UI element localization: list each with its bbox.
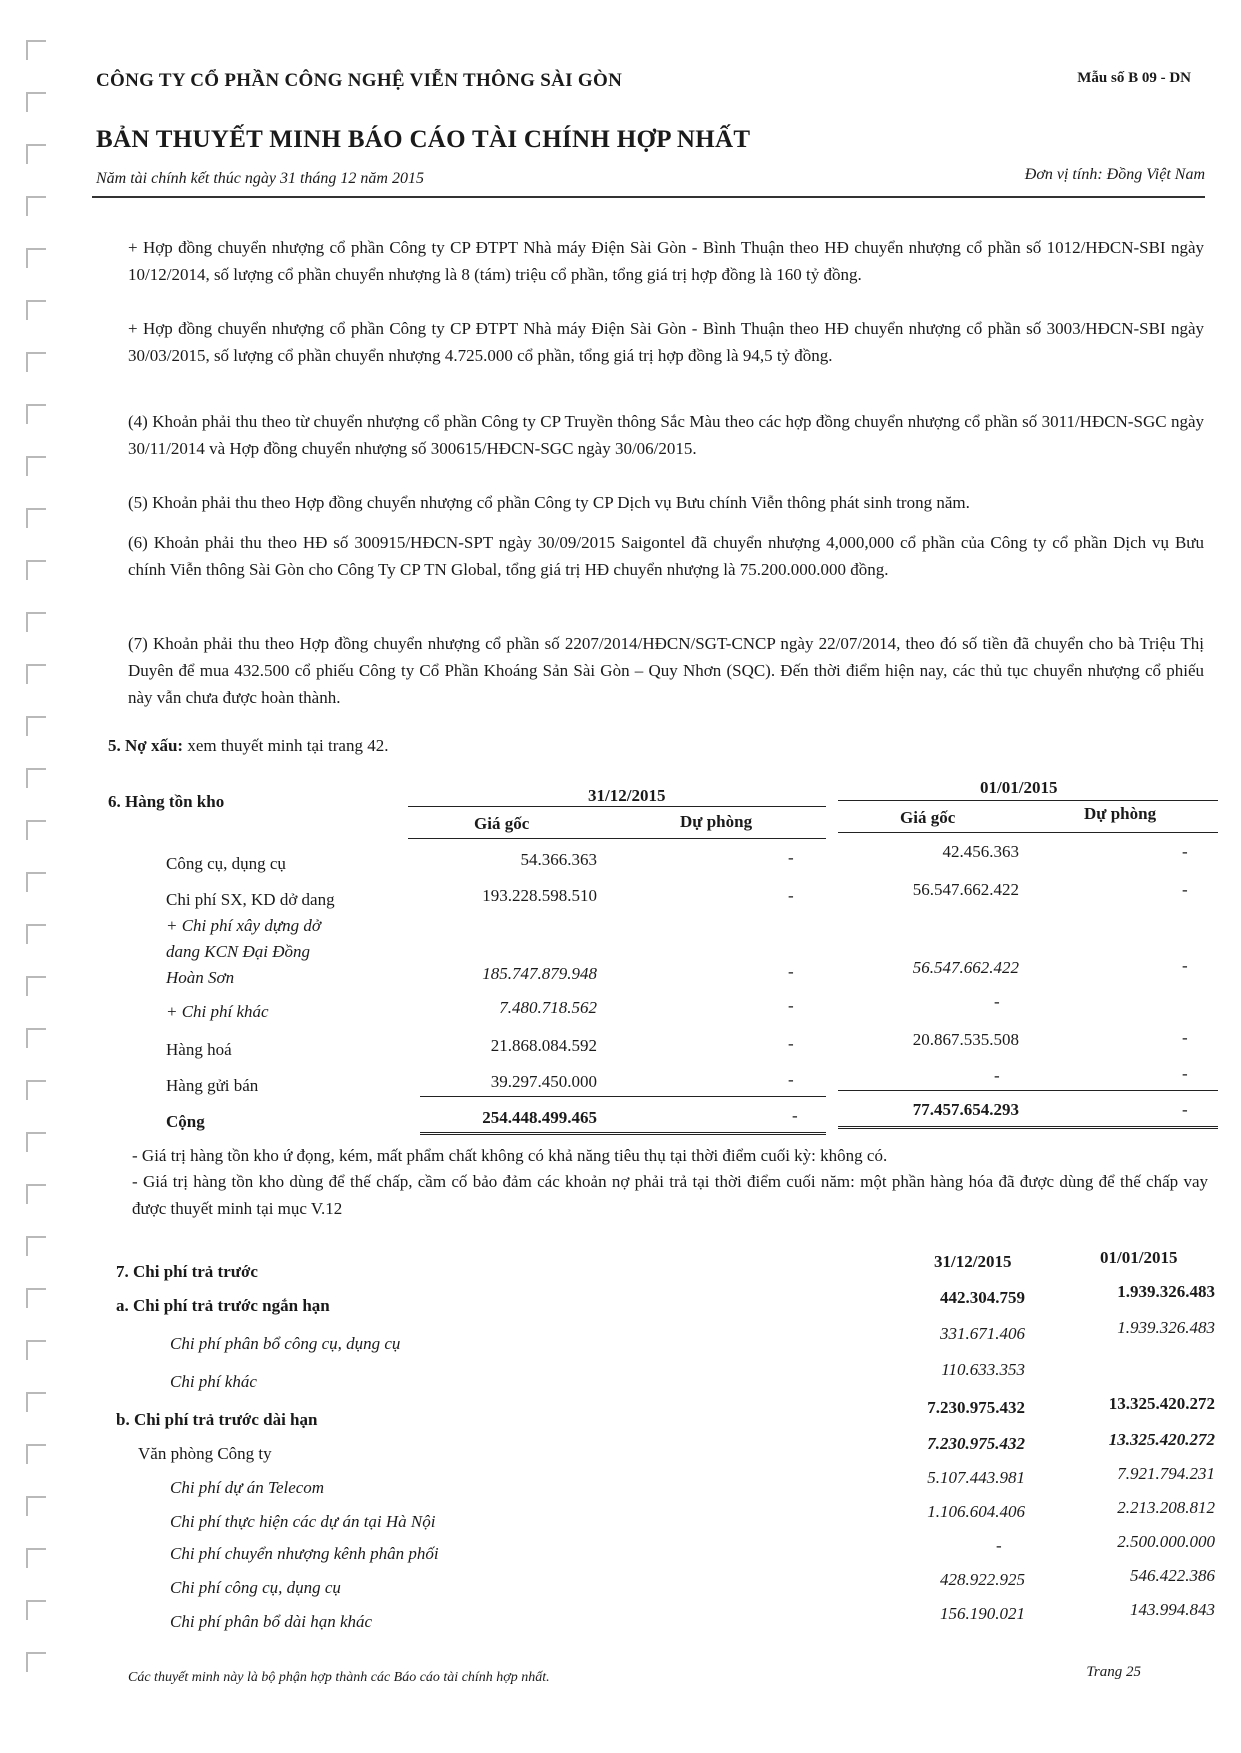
period-1-rule bbox=[408, 806, 826, 807]
section-5-label: 5. Nợ xấu: bbox=[108, 736, 184, 755]
header-cost-2: Giá gốc bbox=[900, 808, 956, 827]
prepaid-row-name: Chi phí chuyển nhượng kênh phân phối bbox=[170, 1544, 439, 1563]
paragraph-note-4: (4) Khoản phải thu theo từ chuyển nhượng cổ phần Công ty CP Truyền thông Sắc Màu theo các hợp đồng chuyển nhượng cổ phần số 3011/HĐCN-SGC ngày 30/11/2014 và Hợp đồng chuyển nhượng số 300615/HĐCN-SGC ngày 30/06/2015. bbox=[128, 412, 1204, 458]
inventory-total-provision-2: - bbox=[1182, 1100, 1188, 1119]
header-provision-2: Dự phòng bbox=[1084, 804, 1157, 823]
prepaid-value-1: 331.671.406 bbox=[940, 1324, 1025, 1343]
prepaid-value-1: 110.633.353 bbox=[941, 1360, 1025, 1379]
binder-holes bbox=[26, 30, 56, 1730]
inventory-provision-1: - bbox=[788, 1070, 794, 1089]
prepaid-value-1: 1.106.604.406 bbox=[927, 1502, 1025, 1521]
inventory-provision-1: - bbox=[788, 1034, 794, 1053]
inventory-row-name: + Chi phí xây dựng dở bbox=[166, 916, 321, 935]
prepaid-row-name: Chi phí khác bbox=[170, 1372, 257, 1391]
inventory-provision-2: - bbox=[1182, 1064, 1188, 1083]
inventory-row-name: Công cụ, dụng cụ bbox=[166, 854, 286, 873]
inventory-cost-2: 20.867.535.508 bbox=[912, 1030, 1019, 1049]
prepaid-row-name: b. Chi phí trả trước dài hạn bbox=[116, 1410, 318, 1429]
prepaid-title: 7. Chi phí trả trước bbox=[116, 1262, 258, 1281]
prepaid-value-2: 143.994.843 bbox=[1130, 1600, 1215, 1619]
prepaid-row-name: Chi phí phân bổ công cụ, dụng cụ bbox=[170, 1334, 401, 1353]
header-divider bbox=[92, 196, 1205, 198]
section-5-text: xem thuyết minh tại trang 42. bbox=[187, 736, 389, 755]
inventory-row-name: dang KCN Đại Đồng bbox=[166, 942, 311, 961]
header-cost-1: Giá gốc bbox=[474, 814, 530, 833]
total-rule-bottom-2 bbox=[838, 1126, 1218, 1129]
prepaid-value-1: 442.304.759 bbox=[940, 1288, 1025, 1307]
prepaid-value-1: 156.190.021 bbox=[940, 1604, 1025, 1623]
inventory-provision-1: - bbox=[788, 996, 794, 1015]
paragraph-contract-1: + Hợp đồng chuyển nhượng cổ phần Công ty CP ĐTPT Nhà máy Điện Sài Gòn - Bình Thuận theo HĐ chuyển nhượng cổ phần số 1012/HĐCN-SBI ngày 10/12/2014, số lượng cổ phần chuyển nhượng là 8 (tám) triệu cổ phần, tổng giá trị hợp đồng là 160 tỷ đồng. bbox=[128, 238, 1204, 284]
inventory-cost-2: 56.547.662.422 bbox=[912, 958, 1019, 977]
prepaid-period-1: 31/12/2015 bbox=[934, 1252, 1012, 1271]
inventory-total-cost-2: 77.457.654.293 bbox=[912, 1100, 1019, 1119]
period-2-rule bbox=[838, 800, 1218, 801]
inventory-cost-1: 21.868.084.592 bbox=[490, 1036, 597, 1055]
inventory-row-name: Chi phí SX, KD dở dang bbox=[166, 890, 335, 909]
total-rule-top-2 bbox=[838, 1090, 1218, 1091]
prepaid-row-name: Chi phí dự án Telecom bbox=[170, 1478, 325, 1497]
currency-unit: Đơn vị tính: Đồng Việt Nam bbox=[1024, 166, 1205, 183]
inventory-row-name: Hoàn Sơn bbox=[166, 968, 235, 987]
inventory-row-name: Hàng hoá bbox=[166, 1040, 232, 1059]
prepaid-row-name: Chi phí phân bổ dài hạn khác bbox=[170, 1612, 373, 1631]
company-name: CÔNG TY CỔ PHẦN CÔNG NGHỆ VIỄN THÔNG SÀI GÒN bbox=[96, 70, 623, 91]
prepaid-value-1: 5.107.443.981 bbox=[927, 1468, 1025, 1487]
form-code: Mẫu số B 09 - DN bbox=[1077, 70, 1191, 86]
prepaid-row-name: Chi phí công cụ, dụng cụ bbox=[170, 1578, 341, 1597]
document-title: BẢN THUYẾT MINH BÁO CÁO TÀI CHÍNH HỢP NHẤT bbox=[96, 126, 751, 153]
prepaid-value-1: 7.230.975.432 bbox=[927, 1434, 1025, 1453]
inventory-period-1: 31/12/2015 bbox=[588, 786, 666, 805]
inventory-cost-2: - bbox=[994, 1066, 1000, 1085]
inventory-provision-1: - bbox=[788, 848, 794, 867]
prepaid-value-2: 13.325.420.272 bbox=[1108, 1394, 1215, 1413]
page-number: Trang 25 bbox=[1086, 1664, 1141, 1680]
prepaid-row-name: Văn phòng Công ty bbox=[138, 1444, 272, 1463]
prepaid-value-2: 13.325.420.272 bbox=[1108, 1430, 1215, 1449]
inventory-cost-1: 7.480.718.562 bbox=[499, 998, 597, 1017]
total-rule-top-1 bbox=[420, 1096, 826, 1097]
inventory-provision-2: - bbox=[1182, 842, 1188, 861]
inventory-note-1: - Giá trị hàng tồn kho ứ đọng, kém, mất phẩm chất không có khả năng tiêu thụ tại thời điểm cuối kỳ: không có. bbox=[132, 1146, 888, 1165]
inventory-period-2: 01/01/2015 bbox=[980, 778, 1058, 797]
paragraph-note-7: (7) Khoản phải thu theo Hợp đồng chuyển nhượng cổ phần số 2207/2014/HĐCN/SGT-CNCP ngày 22/07/2014, theo đó số tiền đã chuyển cho bà Triệu Thị Duyên để mua 432.500 cổ phiếu Công ty Cổ Phần Khoáng Sản Sài Gòn – Quy Nhơn (SQC). Đến thời điểm hiện nay, các thủ tục chuyển nhượng cổ phiếu này vẫn chưa được hoàn thành. bbox=[128, 634, 1204, 707]
paragraph-contract-2: + Hợp đồng chuyển nhượng cổ phần Công ty CP ĐTPT Nhà máy Điện Sài Gòn - Bình Thuận theo HĐ chuyển nhượng cổ phần số 3003/HĐCN-SBI ngày 30/03/2015, số lượng cổ phần chuyển nhượng 4.725.000 cổ phần, tổng giá trị hợp đồng là 94,5 tỷ đồng. bbox=[128, 319, 1204, 365]
inventory-cost-2: 56.547.662.422 bbox=[912, 880, 1019, 899]
inventory-title: 6. Hàng tồn kho bbox=[108, 792, 225, 811]
inventory-cost-1: 54.366.363 bbox=[520, 850, 597, 869]
inventory-provision-2: - bbox=[1182, 880, 1188, 899]
inventory-total-provision-1: - bbox=[792, 1106, 798, 1125]
footer-note: Các thuyết minh này là bộ phận hợp thành các Báo cáo tài chính hợp nhất. bbox=[128, 1670, 550, 1685]
prepaid-value-1: 428.922.925 bbox=[940, 1570, 1025, 1589]
inventory-provision-2: - bbox=[1182, 1028, 1188, 1047]
prepaid-value-2: 1.939.326.483 bbox=[1117, 1318, 1215, 1337]
paragraph-note-6: (6) Khoản phải thu theo HĐ số 300915/HĐCN-SPT ngày 30/09/2015 Saigontel đã chuyển nhượng 4,000,000 cổ phần của Công ty cổ phần Dịch vụ Bưu chính Viễn thông Sài Gòn cho Công Ty CP TN Global, tổng giá trị HĐ chuyển nhượng là 75.200.000.000 đồng. bbox=[128, 533, 1204, 579]
prepaid-period-2: 01/01/2015 bbox=[1100, 1248, 1178, 1267]
paragraph-note-5: (5) Khoản phải thu theo Hợp đồng chuyển nhượng cổ phần Công ty CP Dịch vụ Bưu chính Viễn thông phát sinh trong năm. bbox=[128, 493, 970, 512]
inventory-note-2: - Giá trị hàng tồn kho dùng để thế chấp, cầm cố bảo đảm các khoản nợ phải trả tại thời điểm cuối năm: một phần hàng hóa đã được dùng để thế chấp vay được thuyết minh tại mục V.12 bbox=[132, 1172, 1208, 1218]
total-rule-bottom-1 bbox=[420, 1132, 826, 1135]
inventory-cost-1: 39.297.450.000 bbox=[490, 1072, 597, 1091]
prepaid-value-1: 7.230.975.432 bbox=[927, 1398, 1025, 1417]
prepaid-row-name: a. Chi phí trả trước ngắn hạn bbox=[116, 1296, 330, 1315]
inventory-provision-1: - bbox=[788, 962, 794, 981]
inventory-cost-1: 185.747.879.948 bbox=[482, 964, 597, 983]
section-5 bbox=[108, 736, 388, 756]
inventory-cost-1: 193.228.598.510 bbox=[482, 886, 597, 905]
inventory-row-name: + Chi phí khác bbox=[166, 1002, 269, 1021]
prepaid-value-2: 2.213.208.812 bbox=[1117, 1498, 1215, 1517]
subheader-rule-1 bbox=[408, 838, 826, 839]
inventory-provision-1: - bbox=[788, 886, 794, 905]
prepaid-row-name: Chi phí thực hiện các dự án tại Hà Nội bbox=[170, 1512, 436, 1531]
prepaid-value-2: 1.939.326.483 bbox=[1117, 1282, 1215, 1301]
header-provision-1: Dự phòng bbox=[680, 812, 753, 831]
prepaid-value-1: - bbox=[996, 1536, 1002, 1555]
prepaid-value-2: 7.921.794.231 bbox=[1117, 1464, 1215, 1483]
subheader-rule-2 bbox=[838, 832, 1218, 833]
inventory-provision-2: - bbox=[1182, 956, 1188, 975]
inventory-total-cost-1: 254.448.499.465 bbox=[482, 1108, 597, 1127]
prepaid-value-2: 2.500.000.000 bbox=[1117, 1532, 1215, 1551]
inventory-cost-2: - bbox=[994, 992, 1000, 1011]
fiscal-year: Năm tài chính kết thúc ngày 31 tháng 12 năm 2015 bbox=[96, 170, 424, 187]
prepaid-value-2: 546.422.386 bbox=[1130, 1566, 1215, 1585]
inventory-total-label: Cộng bbox=[166, 1112, 205, 1131]
inventory-row-name: Hàng gửi bán bbox=[166, 1076, 259, 1095]
inventory-cost-2: 42.456.363 bbox=[942, 842, 1019, 861]
